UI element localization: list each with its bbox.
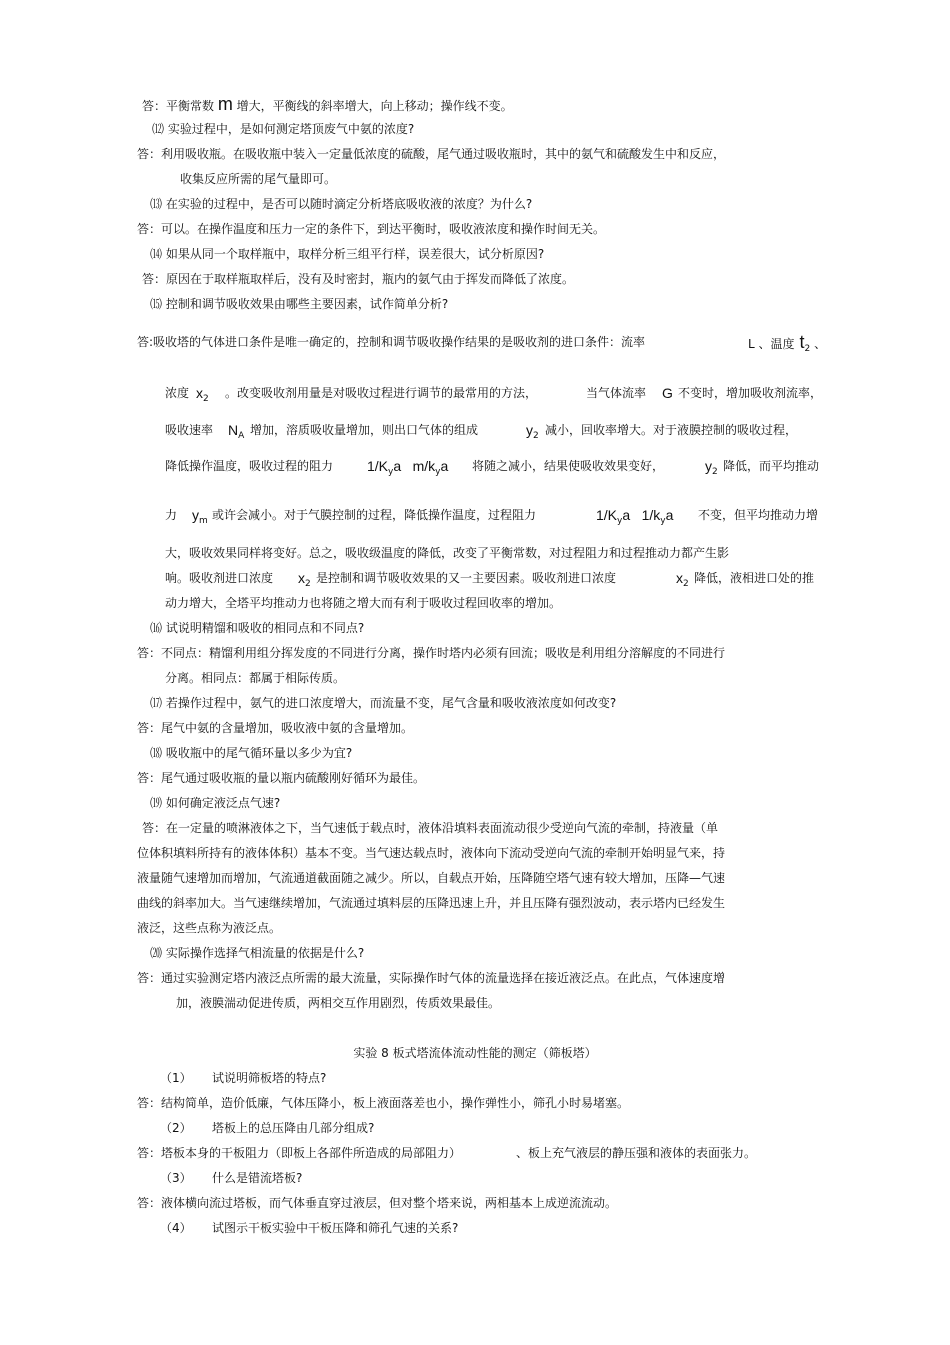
text-line: 答：可以。在操作温度和压力一定的条件下，到达平衡时，吸收液浓度和操作时间无关。 bbox=[137, 222, 606, 236]
text-line: 答：在一定量的喷淋液体之下，当气速低于载点时，液体沿填料表面流动很少受逆向气流的牵制，持液量（单 bbox=[142, 821, 719, 835]
section-heading: 实验 8 板式塔流体流动性能的测定（筛板塔） bbox=[353, 1046, 597, 1060]
question: 什么是错流塔板? bbox=[212, 1171, 303, 1185]
text-line: 吸收速率 bbox=[165, 423, 214, 437]
text-line: 增加，溶质吸收量增加，则出口气体的组成 bbox=[250, 423, 479, 437]
text-line: 将随之减小，结果使吸收效果变好， bbox=[472, 459, 665, 473]
text-line: 不变，但平均推动力增 bbox=[698, 508, 819, 522]
formula-resistance: $1/K_ya$ $1/k_ya$ bbox=[596, 507, 674, 526]
text-line: 曲线的斜率加大。当气速继续增加，气流通过填料层的压降迅速上升，并且压降有强烈波动，表示塔内已经发生 bbox=[137, 896, 726, 910]
text-line: 当气体流率 bbox=[586, 386, 647, 400]
formula-NA: $N_A$ bbox=[228, 422, 245, 441]
text-line: 位体积填料所持有的液体体积）基本不变。当气速达载点时，液体向下流动受逆向气流的牵制开始明显气来，持 bbox=[137, 846, 726, 860]
text-line: 或许会减小。对于气膜控制的过程，降低操作温度，过程阻力 bbox=[212, 508, 537, 522]
text-line: 降低操作温度，吸收过程的阻力 bbox=[165, 459, 334, 473]
question-19: ⒆ 如何确定液泛点气速? bbox=[150, 796, 281, 810]
formula-ym: $y_m$ bbox=[192, 507, 208, 526]
text-line: 答：塔板本身的干板阻力（即板上各部件所造成的局部阻力） bbox=[137, 1146, 462, 1160]
text-line: 答：结构简单，造价低廉，气体压降小，板上液面落差也小，操作弹性小，筛孔小时易堵塞。 bbox=[137, 1096, 630, 1110]
text-line: 加，液膜湍动促进传质，两相交互作用剧烈，传质效果最佳。 bbox=[176, 996, 501, 1010]
text-line: 大，吸收效果同样将变好。总之，吸收级温度的降低，改变了平衡常数，对过程阻力和过程推动力都产生影 bbox=[165, 546, 730, 560]
text-line: 液量随气速增加而增加，气流通道截面随之减少。所以，自载点开始，压降随空塔气速有较大增加，压降—气速 bbox=[137, 871, 726, 885]
formula-x2: $x_2$ bbox=[676, 570, 689, 589]
question-20: ⒇ 实际操作选择气相流量的依据是什么? bbox=[150, 946, 365, 960]
text-line: 答：尾气中氨的含量增加，吸收液中氨的含量增加。 bbox=[137, 721, 414, 735]
text-line: 答：原因在于取样瓶取样后，没有及时密封，瓶内的氨气由于挥发而降低了浓度。 bbox=[142, 272, 575, 286]
text-line: 收集反应所需的尾气量即可。 bbox=[180, 172, 337, 186]
text-line: 液泛，这些点称为液泛点。 bbox=[137, 921, 282, 935]
question-number: （3） bbox=[160, 1171, 192, 1185]
text-line: 减小，回收率增大。对于液膜控制的吸收过程， bbox=[545, 423, 798, 437]
text-line: 答：通过实验测定塔内液泛点所需的最大流量，实际操作时气体的流量选择在接近液泛点。在此点，气体速度增 bbox=[137, 971, 726, 985]
text-line: 动力增大，全塔平均推动力也将随之增大而有利于吸收过程回收率的增加。 bbox=[165, 596, 562, 610]
question: 试说明筛板塔的特点? bbox=[212, 1071, 327, 1085]
question: 塔板上的总压降由几部分组成? bbox=[212, 1121, 375, 1135]
text-line: 、板上充气液层的静压强和液体的表面张力。 bbox=[516, 1146, 757, 1160]
question-number: （4） bbox=[160, 1221, 192, 1235]
question: 试图示干板实验中干板压降和筛孔气速的关系? bbox=[212, 1221, 459, 1235]
text-line: 降低，液相进口处的推 bbox=[694, 571, 815, 585]
formula-y2: $y_2$ bbox=[705, 458, 718, 477]
formula-x2: $x_2$ bbox=[298, 570, 311, 589]
text-line: 是控制和调节吸收效果的又一主要因素。吸收剂进口浓度 bbox=[316, 571, 617, 585]
text-line: 力 bbox=[165, 508, 178, 522]
text-line: 不变时，增加吸收剂流率， bbox=[678, 386, 823, 400]
formula-resistance: $1/K_ya$ $m/k_ya$ bbox=[367, 458, 449, 477]
text-line: 。改变吸收剂用量是对吸收过程进行调节的最常用的方法， bbox=[225, 386, 538, 400]
question-18: ⒅ 吸收瓶中的尾气循环量以多少为宜? bbox=[150, 746, 353, 760]
question-13: ⒀ 在实验的过程中，是否可以随时滴定分析塔底吸收液的浓度？为什么? bbox=[150, 197, 533, 211]
question-14: ⒁ 如果从同一个取样瓶中，取样分析三组平行样，误差很大，试分析原因? bbox=[150, 247, 545, 261]
question-12: ⑿ 实验过程中，是如何测定塔顶废气中氨的浓度? bbox=[152, 122, 415, 136]
question-17: ⒄ 若操作过程中，氨气的进口浓度增大，而流量不变，尾气含量和吸收液浓度如何改变? bbox=[150, 696, 617, 710]
formula-G: G bbox=[662, 385, 673, 401]
text-line: 答：尾气通过吸收瓶的量以瓶内硫酸刚好循环为最佳。 bbox=[137, 771, 426, 785]
formula-x2: $x_2$ bbox=[196, 385, 209, 404]
question-16: ⒃ 试说明精馏和吸收的相同点和不同点? bbox=[150, 621, 365, 635]
formula-y2: $y_2$ bbox=[526, 422, 539, 441]
text-line: 答:吸收塔的气体进口条件是唯一确定的，控制和调节吸收操作结果的是吸收剂的进口条件：流率 bbox=[137, 335, 646, 349]
text-line: 答：平衡常数 m 增大，平衡线的斜率增大，向上移动；操作线不变。 bbox=[142, 94, 513, 114]
text-line: 答：利用吸收瓶。在吸收瓶中装入一定量低浓度的硫酸，尾气通过吸收瓶时，其中的氨气和硫酸发生中和反应， bbox=[137, 147, 726, 161]
text-line: 降低，而平均推动 bbox=[723, 459, 820, 473]
question-15: ⒂ 控制和调节吸收效果由哪些主要因素，试作简单分析? bbox=[150, 297, 449, 311]
text-line: 分离。相同点：都属于相际传质。 bbox=[165, 671, 346, 685]
text-line: 响。吸收剂进口浓度 bbox=[165, 571, 274, 585]
text-line: L 、温度 $t_2$ 、 bbox=[748, 332, 827, 354]
question-number: （1） bbox=[160, 1071, 192, 1085]
text-line: 浓度 bbox=[165, 386, 190, 400]
question-number: （2） bbox=[160, 1121, 192, 1135]
text-line: 答：液体横向流过塔板，而气体垂直穿过液层，但对整个塔来说，两相基本上成逆流流动。 bbox=[137, 1196, 618, 1210]
text-line: 答：不同点：精馏利用组分挥发度的不同进行分离，操作时塔内必须有回流；吸收是利用组分溶解度的不同进行 bbox=[137, 646, 726, 660]
